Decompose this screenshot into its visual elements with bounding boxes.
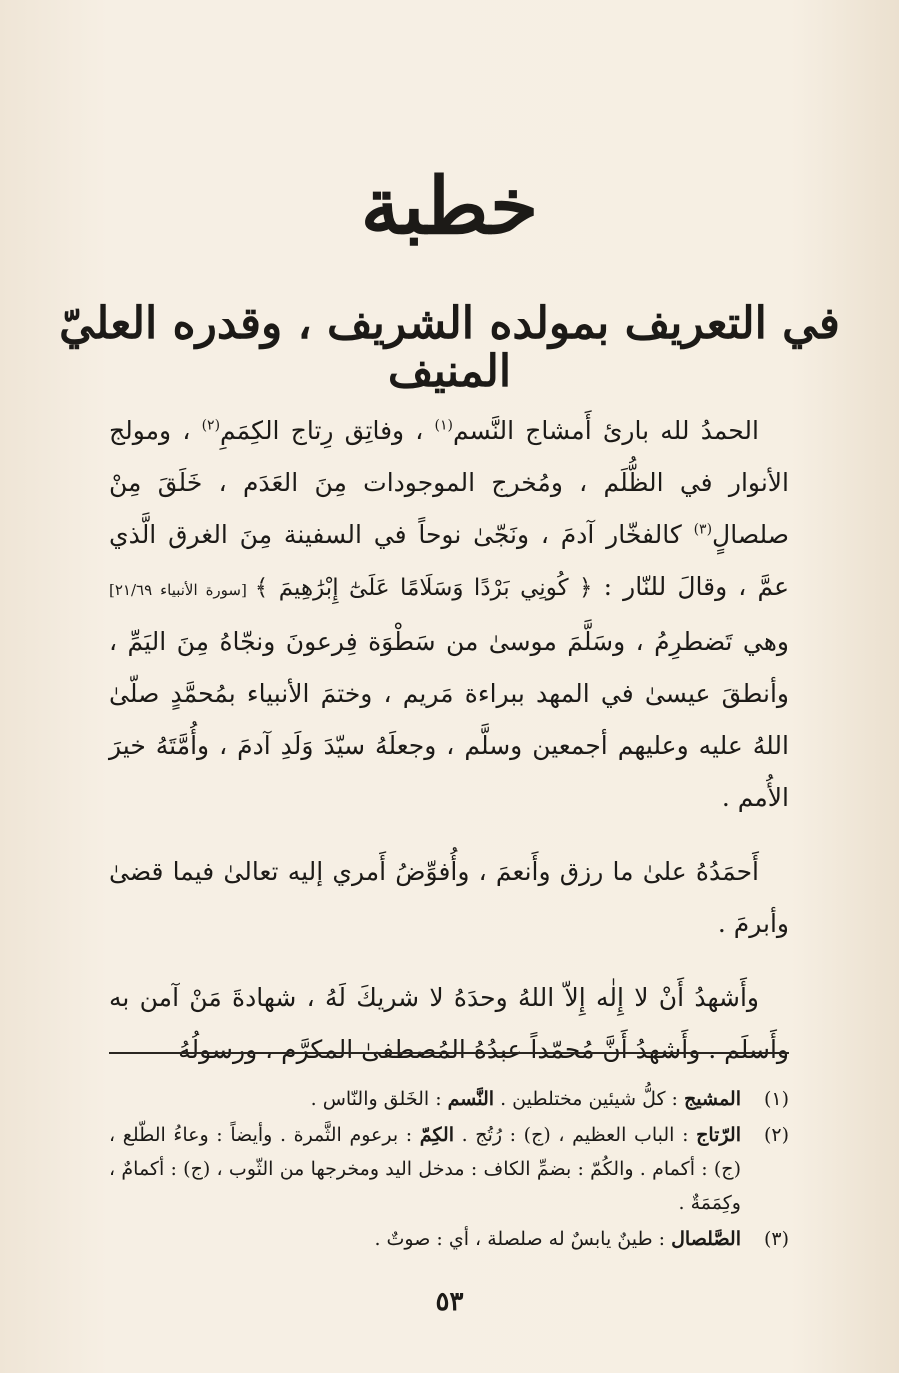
paragraph-1 xyxy=(109,405,789,824)
footnote-definition: : برعوم الثَّمرة . وأيضاً : وعاءُ الطّلع ، (ج) : أكمام . والكُمّ : بضمِّ الكاف : مدخل اليد ومخرجها من الثّوب ، (ج) : أكمامٌ ، وكِمَمَةٌ . xyxy=(109,1124,741,1214)
footnote-term: الصَّلصال xyxy=(671,1228,741,1250)
footnote-term: الرّتاج xyxy=(696,1124,741,1146)
page-title: خطبة xyxy=(360,161,539,252)
footnote-ref-2: (٢) xyxy=(201,417,221,434)
paragraph-1-part-d: كالفخّار آدمَ ، ونَجّىٰ نوحاً في السفينة مِنَ الغرق الَّذي عمَّ ، وقالَ للنّار : xyxy=(109,520,789,601)
paragraph-1-part-b: ، وفاتِق رِتاج الكِمَمِ xyxy=(220,416,435,445)
paragraph-1-part-e: وهي تَضطرِمُ ، وسَلَّمَ موسىٰ من سَطْوَة فِرعونَ ونجّاهُ مِنَ اليَمِّ ، وأنطقَ عيسىٰ في المهد ببراءة مَريم ، وختمَ الأنبياء بمُحمَّدٍ صلّىٰ اللهُ عليه وعليهم أجمعين وسلَّم ، وجعلَهُ سيّدَ وَلَدِ آدمَ ، وأُمَّتَهُ خيرَ الأُمم . xyxy=(109,627,789,812)
footnote-text xyxy=(109,1222,741,1256)
footnote-2 xyxy=(109,1118,789,1220)
footnote-number: (٢) xyxy=(763,1124,789,1146)
page-number: ٥٣ xyxy=(435,1287,464,1317)
footnote-definition: : كلُّ شيئين مختلطين . xyxy=(494,1088,684,1110)
quran-verse: ﴿ كُونِي بَرْدًا وَسَلَامًا عَلَىٰٓ إِبْرَٰهِيمَ ﴾ xyxy=(254,575,593,601)
verse-reference: [سورة الأنبياء ٢١/٦٩] xyxy=(109,581,255,599)
footnote-term: الكِمّ xyxy=(419,1124,455,1146)
footnote-ref-3: (٣) xyxy=(693,521,713,538)
footnote-divider xyxy=(109,1052,789,1054)
body-text xyxy=(109,405,789,1098)
footnote-number: (٣) xyxy=(763,1228,789,1250)
footnote-3 xyxy=(109,1222,789,1256)
footnotes xyxy=(109,1082,789,1258)
paragraph-1-part-a: الحمدُ لله بارئ أَمشاج النَّسم xyxy=(453,416,759,445)
paragraph-3: وأَشهدُ أَنْ لا إِلٰه إِلاّ اللهُ وحدَهُ لا شريكَ لَهُ ، شهادةَ مَنْ آمن به وأَسلَم . وأَشهدُ أَنَّ مُحمّداً عبدُهُ المُصطفىٰ المكرَّم ، ورسولُهُ xyxy=(109,983,789,1064)
footnote-definition: : طينٌ يابسٌ له صلصلة ، أي : صوتٌ . xyxy=(374,1228,672,1250)
paragraph-2: أَحمَدُهُ علىٰ ما رزق وأَنعمَ ، وأُفوِّضُ أَمري إليه تعالىٰ فيما قضىٰ وأبرمَ . xyxy=(109,857,789,938)
footnote-term: النَّسم xyxy=(447,1088,495,1110)
footnote-number: (١) xyxy=(763,1088,789,1110)
page-subtitle: في التعريف بمولده الشريف ، وقدره العليّ المنيف xyxy=(59,298,840,398)
footnote-ref-1: (١) xyxy=(434,417,454,434)
footnote-definition: : الباب العظيم ، (ج) : رُتُج . xyxy=(454,1124,697,1146)
footnote-term: المشيج xyxy=(684,1088,741,1110)
footnote-1 xyxy=(109,1082,789,1116)
footnote-definition: : الخَلق والنّاس . xyxy=(310,1088,448,1110)
paragraph-1-part-c: ، ومولج الأنوار في الظُّلَم ، ومُخرج الموجودات مِنَ العَدَم ، خَلَقَ مِنْ صلصالٍ xyxy=(109,416,789,549)
footnote-text xyxy=(109,1118,741,1220)
footnote-text xyxy=(109,1082,741,1116)
